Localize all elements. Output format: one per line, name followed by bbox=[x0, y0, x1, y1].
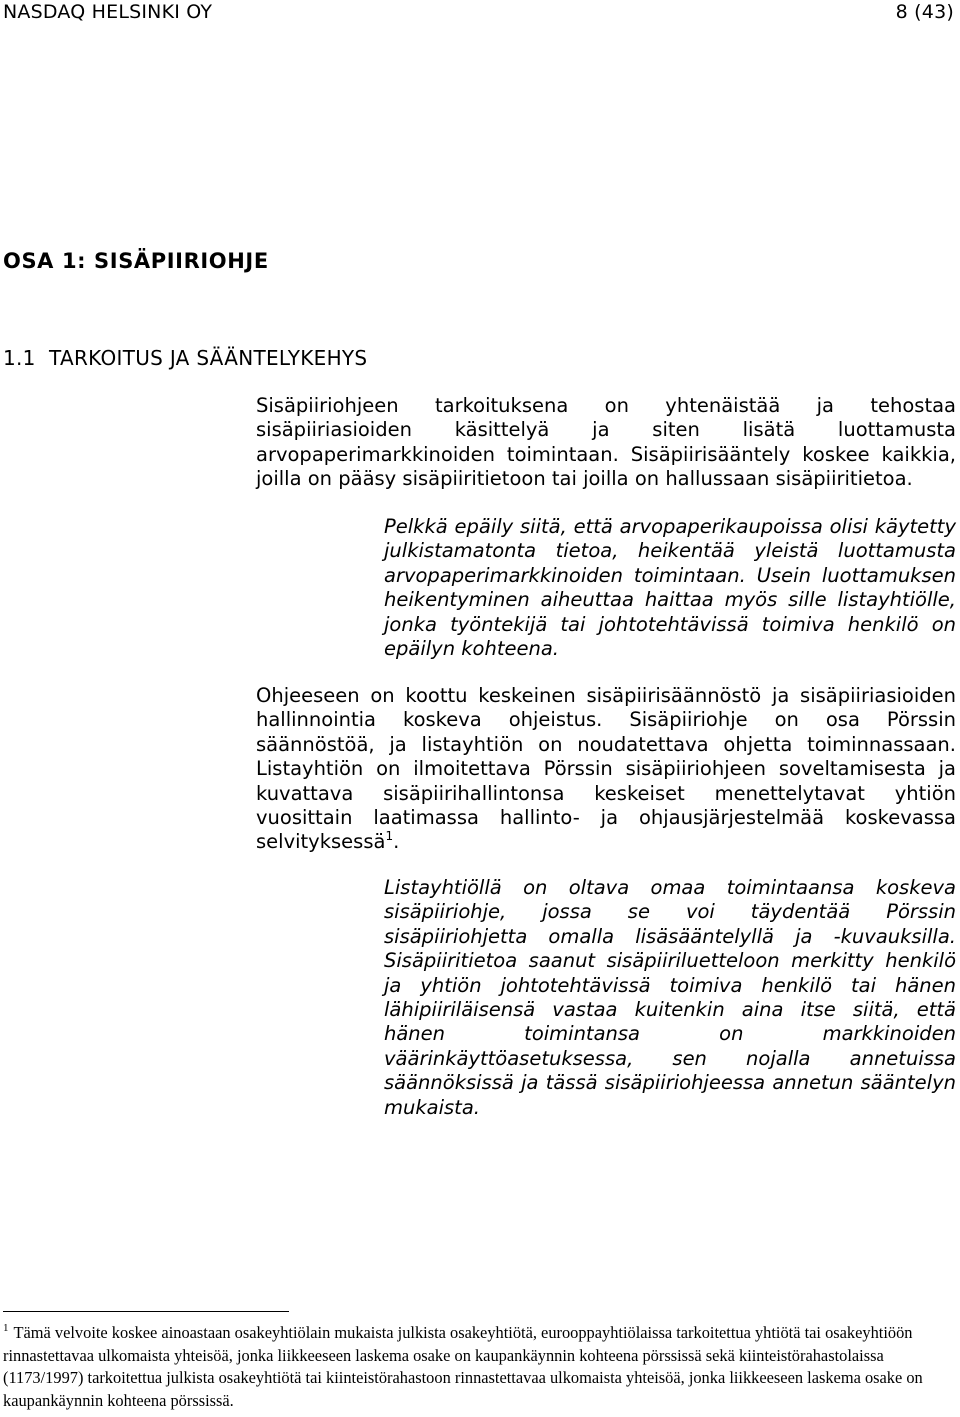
page-header-company: NASDAQ HELSINKI OY bbox=[3, 1, 213, 23]
footnote-separator bbox=[3, 1311, 289, 1312]
page-number: 8 (43) bbox=[895, 1, 954, 23]
paragraph-suspicion-italic: Pelkkä epäily siitä, että arvopaperikaupoissa olisi käytetty julkistamatonta tietoa, heikentää yleistä luottamusta arvopaperimarkkinoiden toimintaan. Usein luottamuksen heikentyminen aiheuttaa haittaa myös sille listayhtiölle, jonka työntekijä tai johtotehtävissä toimiva henkilö on epäilyn kohteena. bbox=[384, 515, 956, 661]
footnote bbox=[3, 1322, 955, 1412]
paragraph-purpose: Sisäpiiriohjeen tarkoituksena on yhtenäistää ja tehostaa sisäpiiriasioiden käsittelyä ja siten lisätä luottamusta arvopaperimarkkinoiden toimintaan. Sisäpiirisääntely koskee kaikkia, joilla on pääsy sisäpiiritietoon tai joilla on hallussaan sisäpiiritietoa. bbox=[256, 394, 956, 491]
footnote-reference[interactable]: 1 bbox=[385, 829, 394, 844]
paragraph-company-guideline-italic: Listayhtiöllä on oltava omaa toimintaansa koskeva sisäpiiriohje, jossa se voi täydentää Pörssin sisäpiiriohjetta omalla lisäsääntelyllä ja -kuvauksilla. Sisäpiiritietoa saanut sisäpiiriluetteloon merkitty henkilö ja yhtiön johtotehtävissä toimiva henkilö tai hänen lähipiiriläisensä vastaa kuitenkin aina itse siitä, että hänen toimintansa on markkinoiden väärinkäyttöasetuksessa, sen nojalla annetuissa säännöksissä ja tässä sisäpiiriohjeessa annetun sääntelyn mukaista. bbox=[384, 876, 956, 1119]
part-title: OSA 1: SISÄPIIRIOHJE bbox=[3, 249, 269, 273]
section-heading: 1.1 TARKOITUS JA SÄÄNTELYKEHYS bbox=[3, 346, 368, 370]
footnote-text: Tämä velvoite koskee ainoastaan osakeyhtiölain mukaista julkista osakeyhtiötä, eurooppayhtiölaissa tarkoitettua yhtiötä tai osakeyhtiöön rinnastettavaa ulkomaista yhteisöä, jonka liikkeeseen laskema osake on kaupankäynnin kohteena pörssissä sekä kiinteistörahastolaissa (1173/1997) tarkoitettua julkista osakeyhtiötä tai kiinteistörahastoon rinnastettavaa ulkomaista yhteisöä, jonka liikkeeseen laskema osake on kaupankäynnin kohteena pörssissä. bbox=[3, 1323, 923, 1410]
footnote-number: 1 bbox=[3, 1322, 9, 1334]
paragraph-regulation-end: . bbox=[393, 830, 400, 854]
paragraph-regulation-text: Ohjeeseen on koottu keskeinen sisäpiirisäännöstö ja sisäpiiriasioiden hallinnointia koskeva ohjeistus. Sisäpiiriohje on osa Pörssin säännöstöä, ja listayhtiön on noudatettava ohjetta toiminnassaan. Listayhtiön on ilmoitettava Pörssin sisäpiiriohjeen soveltamisesta ja kuvattava sisäpiirihallintonsa keskeiset menettelytavat yhtiön vuosittain laatimassa hallinto- ja ohjausjärjestelmää koskevassa selvityksessä bbox=[256, 684, 956, 854]
paragraph-regulation bbox=[256, 684, 956, 855]
